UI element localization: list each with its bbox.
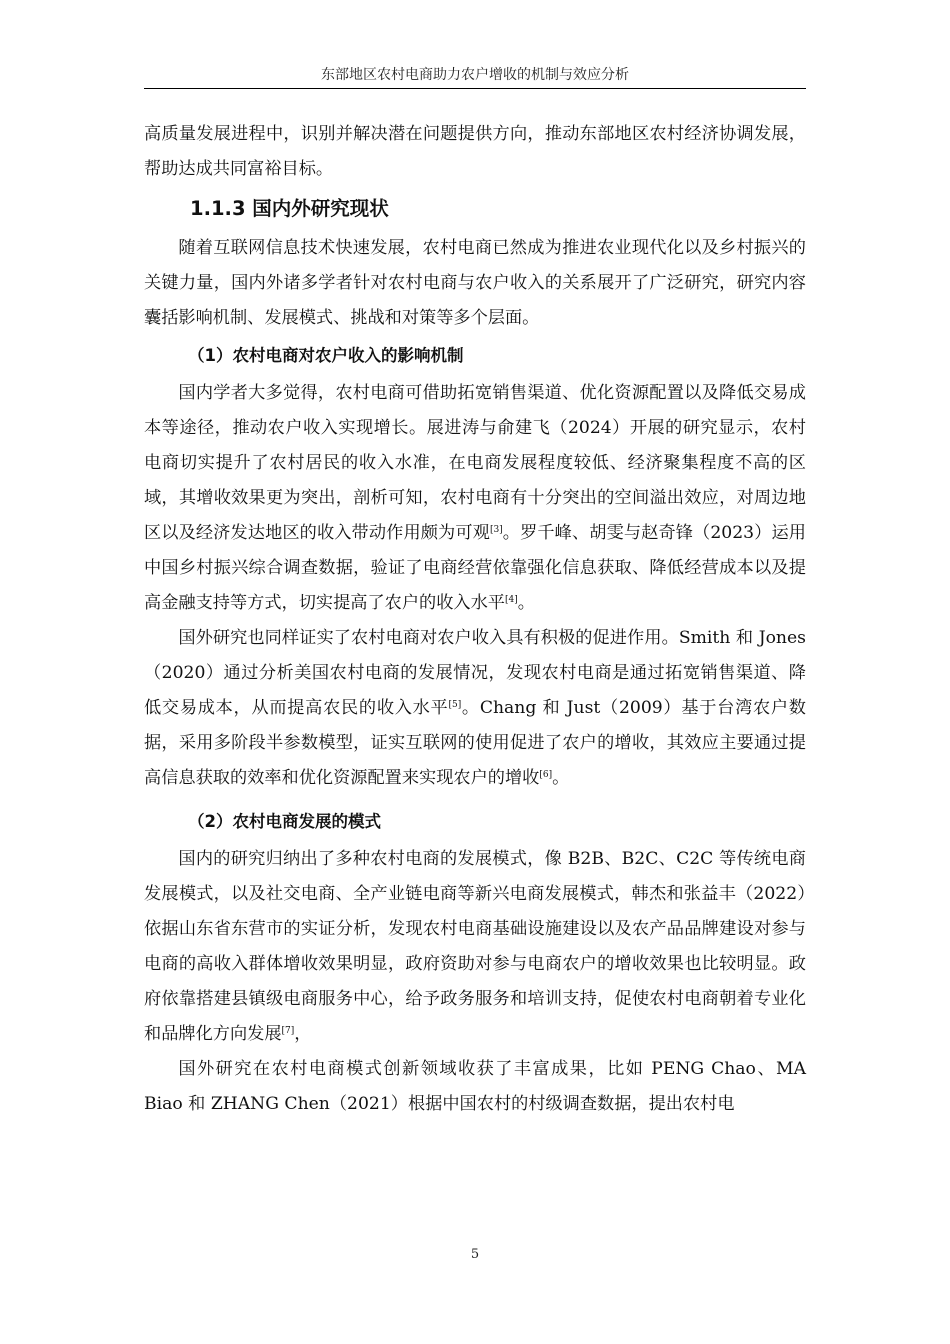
citation: [4] [504,595,518,605]
sub2-paragraph-2: 国外研究在农村电商模式创新领域收获了丰富成果，比如 PENG Chao、MA Biao 和 ZHANG Chen（2021）根据中国农村的村级调查数据，提出农村电 [144,1059,806,1114]
text-run: 。 [552,768,570,788]
text-run: 。 [517,593,535,613]
citation: [6] [539,770,553,780]
section-paragraph: 随着互联网信息技术快速发展，农村电商已然成为推进农业现代化以及乡村振兴的关键力量，国内外诸多学者针对农村电商与农户收入的关系展开了广泛研究，研究内容囊括影响机制、发展模式、挑战和对策等多个层面。 [144,238,806,328]
page-number: 5 [470,1247,480,1262]
citation: [3] [489,525,503,535]
running-header: 东部地区农村电商助力农户增收的机制与效应分析 [321,67,629,83]
sub1-paragraph-2 [144,621,806,796]
text-run: 国内学者大多觉得，农村电商可借助拓宽销售渠道、优化资源配置以及降低交易成本等途径，推动农户收入实现增长。展进涛与俞建飞（2024）开展的研究显示，农村电商切实提升了农村居民的收入水准，在电商发展程度较低、经济聚集程度不高的区域，其增收效果更为突出，剖析可知，农村电商有十分突出的空间溢出效应，对周边地区以及经济发达地区的收入带动作用颇为可观 [144,383,806,543]
text-run: ， [294,1024,312,1044]
sub1-paragraph-1 [144,376,806,621]
body-text [144,117,806,1122]
subsection-heading-1: （1）农村电商对农户收入的影响机制 [188,346,464,365]
text-run: 。Chang 和 Just（2009）基于台湾农户数据，采用多阶段半参数模型，证实互联网的使用促进了农户的增收，其效应主要通过提高信息获取的效率和优化资源配置来实现农户的增收 [144,698,806,788]
text-run: 国外研究也同样证实了农村电商对农户收入具有积极的促进作用。Smith 和 Jones（2020）通过分析美国农村电商的发展情况，发现农村电商是通过拓宽销售渠道、降低交易成本，从而提高农民的收入水平 [144,628,806,718]
sub2-paragraph-1 [144,842,806,1052]
header-rule [144,88,806,89]
intro-paragraph: 高质量发展进程中，识别并解决潜在问题提供方向，推动东部地区农村经济协调发展，帮助达成共同富裕目标。 [144,124,806,179]
subsection-heading-2: （2）农村电商发展的模式 [188,812,381,831]
text-run: 。罗千峰、胡雯与赵奇锋（2023）运用中国乡村振兴综合调查数据，验证了电商经营依靠强化信息获取、降低经营成本以及提高金融支持等方式，切实提高了农户的收入水平 [144,523,806,613]
citation: [7] [281,1026,295,1036]
text-run: 国内的研究归纳出了多种农村电商的发展模式，像 B2B、B2C、C2C 等传统电商发展模式，以及社交电商、全产业链电商等新兴电商发展模式，韩杰和张益丰（2022）依据山东省东营市的实证分析，发现农村电商基础设施建设以及农产品品牌建设对参与电商的高收入群体增收效果明显，政府资助对参与电商农户的增收效果也比较明显。政府依靠搭建县镇级电商服务中心，给予政务服务和培训支持，促使农村电商朝着专业化和品牌化方向发展 [144,849,806,1044]
section-heading: 1.1.3 国内外研究现状 [190,197,389,220]
citation: [5] [448,700,462,710]
